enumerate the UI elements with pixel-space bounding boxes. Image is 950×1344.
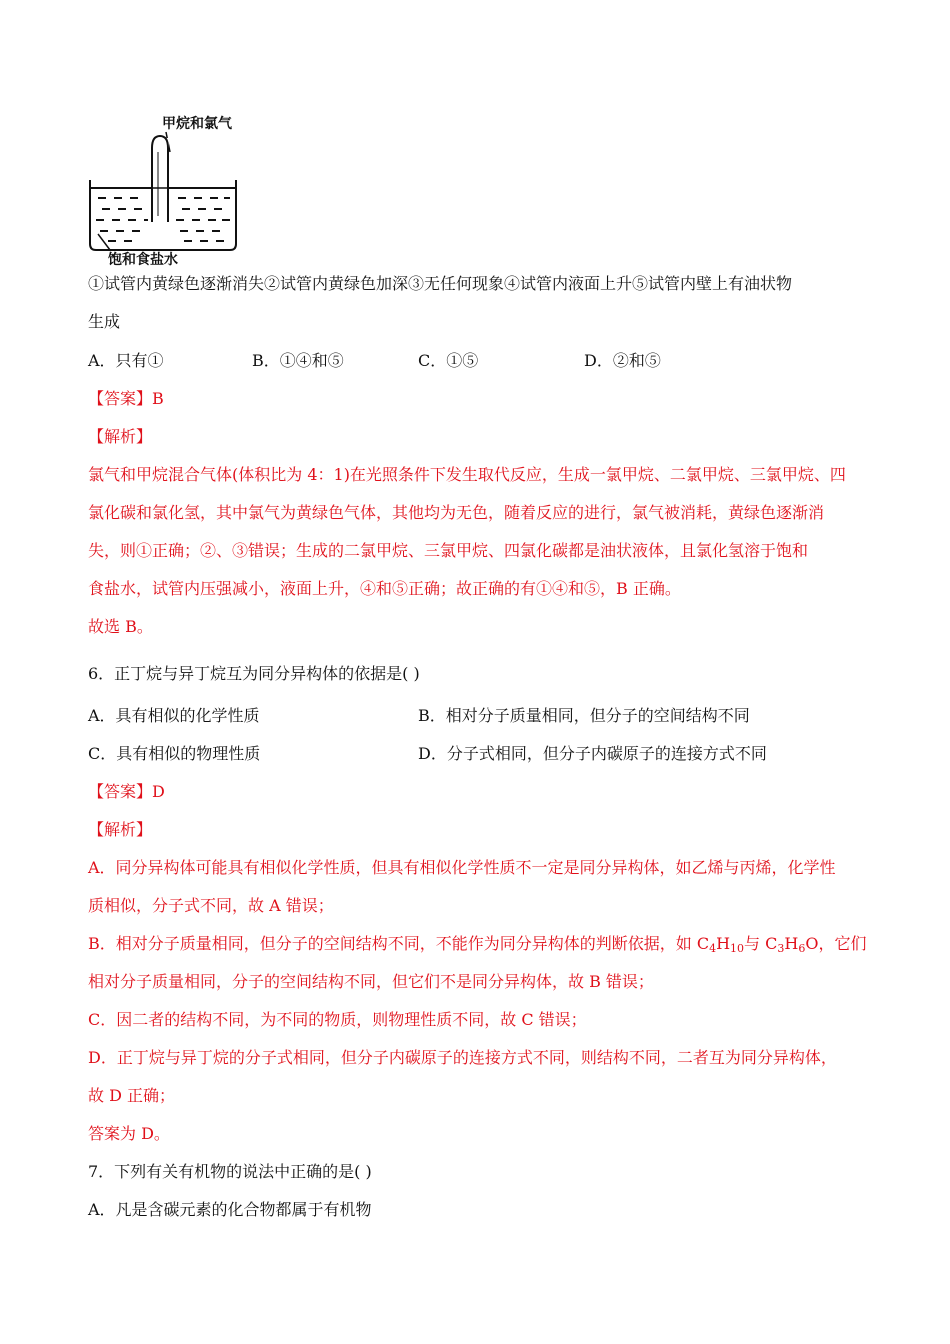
q5-analysis-line: 氯化碳和氯化氢，其中氯气为黄绿色气体，其他均为无色，随着反应的进行，氯气被消耗，黄绿色逐渐消 (88, 503, 825, 522)
q6-option-a: A．具有相似的化学性质 (88, 706, 260, 725)
q6-analysis-b-line1 (88, 934, 890, 954)
q5-option-d: D．②和⑤ (584, 351, 661, 370)
formula2-sub2: 6 (798, 942, 806, 955)
q6-answer: 【答案】D (88, 782, 165, 801)
apparatus-figure (88, 108, 278, 268)
q6-question: 6．正丁烷与异丁烷互为同分异构体的依据是( ) (88, 664, 420, 683)
formula1-h: H (716, 934, 731, 953)
q5-analysis-line: 失，则①正确；②、③错误；生成的二氯甲烷、三氯甲烷、四氯化碳都是油状液体，且氯化氢溶于饱和 (88, 541, 809, 560)
q6-b-text-pre: B．相对分子质量相同，但分子的空间结构不同，不能作为同分异构体的判断依据，如 C (88, 934, 710, 953)
q6-analysis-b-line2: 相对分子质量相同，分子的空间结构不同，但它们不是同分异构体，故 B 错误； (88, 972, 654, 991)
q5-option-a: A．只有① (88, 351, 164, 370)
q6-option-c: C．具有相似的物理性质 (88, 744, 261, 763)
q5-option-c: C．①⑤ (418, 351, 479, 370)
formula1-sub1: 4 (709, 942, 717, 955)
q5-option-b: B．①④和⑤ (252, 351, 344, 370)
water-label: 饱和食盐水 (108, 252, 178, 268)
q6-b-text-post: O，它们 (805, 934, 867, 953)
q6-analysis-a-line2: 质相似，分子式不同，故 A 错误； (88, 896, 334, 915)
q6-analysis-d-line2: 故 D 正确； (88, 1086, 176, 1105)
q6-analysis-label: 【解析】 (88, 820, 153, 839)
q6-option-b: B．相对分子质量相同，但分子的空间结构不同 (418, 706, 750, 725)
q5-statements-line1: ①试管内黄绿色逐渐消失②试管内黄绿色加深③无任何现象④试管内液面上升⑤试管内壁上有油状物 (88, 274, 793, 293)
q5-answer: 【答案】B (88, 389, 164, 408)
q7-option-a: A．凡是含碳元素的化合物都属于有机物 (88, 1200, 372, 1219)
q6-option-d: D．分子式相同，但分子内碳原子的连接方式不同 (418, 744, 767, 763)
q6-analysis-c: C．因二者的结构不同，为不同的物质，则物理性质不同，故 C 错误； (88, 1010, 587, 1029)
q6-analysis-a-line1: A．同分异构体可能具有相似化学性质，但具有相似化学性质不一定是同分异构体，如乙烯与丙烯，化学性 (88, 858, 836, 877)
gas-label: 甲烷和氯气 (162, 116, 232, 132)
q5-analysis-label: 【解析】 (88, 427, 153, 446)
q6-analysis-d-line1: D．正丁烷与异丁烷的分子式相同，但分子内碳原子的连接方式不同，则结构不同，二者互为同分异构体， (88, 1048, 837, 1067)
q5-statements-line2: 生成 (88, 312, 121, 331)
tube-white (151, 138, 169, 222)
q5-analysis-line: 食盐水，试管内压强减小，液面上升，④和⑤正确；故正确的有①④和⑤，B 正确。 (88, 579, 681, 598)
q5-analysis-line: 氯气和甲烷混合气体(体积比为 4：1)在光照条件下发生取代反应，生成一氯甲烷、二氯甲烷、三氯甲烷、四 (88, 465, 846, 484)
q6-final-answer: 答案为 D。 (88, 1124, 170, 1143)
q5-conclusion: 故选 B。 (88, 617, 153, 636)
formula2-sub1: 3 (777, 942, 785, 955)
formula2-h: H (784, 934, 799, 953)
q6-b-text-mid: 与 C (744, 934, 778, 953)
q7-question: 7．下列有关有机物的说法中正确的是( ) (88, 1162, 372, 1181)
formula1-sub2: 10 (730, 942, 745, 955)
